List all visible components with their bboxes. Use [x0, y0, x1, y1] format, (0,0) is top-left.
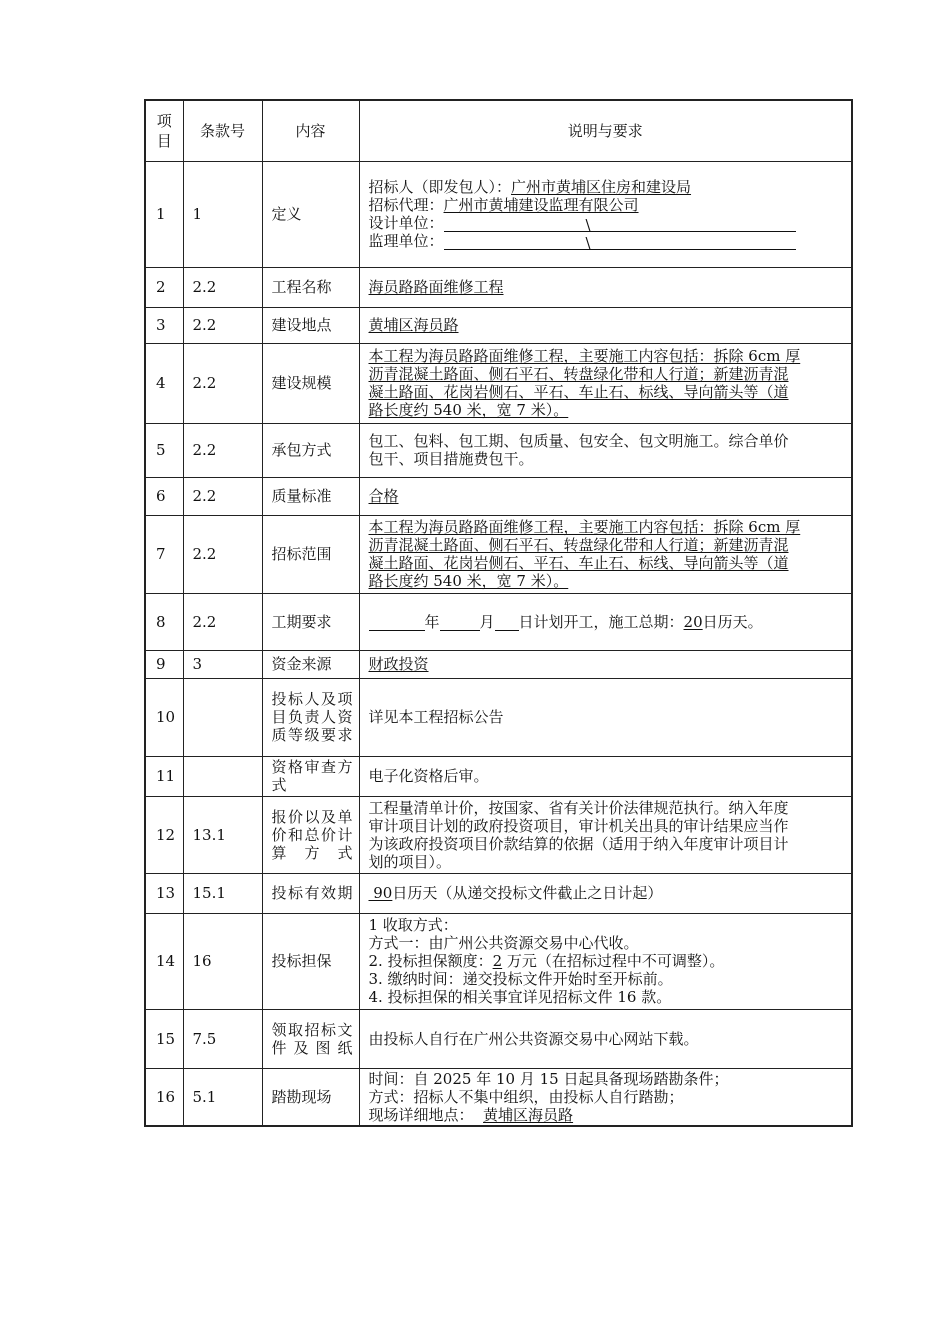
- funding-source: 财政投资: [368, 655, 429, 673]
- site-visit-line: 时间：自 2025 年 10 月 15 日起具备现场踏勘条件；: [368, 1069, 729, 1088]
- table-row: [145, 650, 852, 678]
- table-row: [145, 343, 852, 423]
- row-content: 投标有效期: [262, 873, 359, 913]
- row-content: 资金来源: [262, 650, 359, 678]
- row-item: 13: [145, 873, 183, 913]
- row-item: 12: [145, 796, 183, 873]
- row-item: 11: [145, 756, 183, 796]
- validity-days: 90: [368, 884, 393, 902]
- scope-line: 路长度约 540 米，宽 7 米）。: [368, 572, 569, 590]
- project-location: 黄埔区海员路: [368, 316, 459, 334]
- row-item: 9: [145, 650, 183, 678]
- row-item: 6: [145, 477, 183, 515]
- header-item: 项目: [145, 100, 183, 161]
- row-clause: 7.5: [183, 1009, 262, 1068]
- site-location-value: 黄埔区海员路: [483, 1105, 574, 1124]
- row-content: 建设地点: [262, 307, 359, 343]
- table-row: [145, 161, 852, 267]
- supervisor-value: \: [585, 234, 591, 252]
- row-description: [359, 796, 852, 873]
- row-content: 踏勘现场: [262, 1068, 359, 1126]
- row-clause: [183, 678, 262, 756]
- table-row: [145, 477, 852, 515]
- tender-info-table: [144, 99, 853, 1127]
- scope-line: 本工程为海员路路面维修工程，主要施工内容包括：拆除 6cm 厚: [368, 518, 801, 536]
- bond-amount-unit: 万元（在招标过程中不可调整）。: [502, 952, 725, 970]
- row-clause: 3: [183, 650, 262, 678]
- quality-standard: 合格: [368, 487, 399, 505]
- validity-text: 日历天（从递交投标文件截止之日计起）: [392, 884, 663, 902]
- table-row: [145, 913, 852, 1009]
- pricing-line: 审计项目计划的政府投资项目，审计机关出具的审计结果应当作: [368, 816, 789, 835]
- header-description: 说明与要求: [359, 100, 852, 161]
- row-description: 详见本工程招标公告: [359, 678, 852, 756]
- row-content: 质量标准: [262, 477, 359, 515]
- start-label: 日计划开工，施工总期：: [518, 612, 684, 631]
- row-description: [359, 161, 852, 267]
- row-content: 承包方式: [262, 423, 359, 477]
- row-item: 1: [145, 161, 183, 267]
- project-name: 海员路路面维修工程: [368, 278, 504, 296]
- contract-line: 包干、项目措施费包干。: [368, 450, 534, 468]
- row-clause: 2.2: [183, 477, 262, 515]
- row-clause: 1: [183, 161, 262, 267]
- supervisor-label: 监理单位：: [368, 232, 444, 250]
- site-location-label: 现场详细地点：: [368, 1105, 484, 1124]
- design-value: \: [585, 216, 591, 234]
- row-item: 3: [145, 307, 183, 343]
- table-row: [145, 593, 852, 650]
- row-item: 2: [145, 267, 183, 307]
- row-item: 15: [145, 1009, 183, 1068]
- row-item: 4: [145, 343, 183, 423]
- row-clause: 2.2: [183, 307, 262, 343]
- scope-line: 沥青混凝土路面、侧石平石、转盘绿化带和人行道；新建沥青混: [368, 536, 789, 554]
- table-row: [145, 515, 852, 593]
- bond-line: 4. 投标担保的相关事宜详见招标文件 16 款。: [368, 988, 672, 1006]
- scale-line: 沥青混凝土路面、侧石平石、转盘绿化带和人行道；新建沥青混: [368, 365, 789, 383]
- table-row: [145, 307, 852, 343]
- table-header-row: [145, 100, 852, 161]
- row-description: [359, 477, 852, 515]
- row-description: [359, 913, 852, 1009]
- header-clause: 条款号: [183, 100, 262, 161]
- row-content: 建设规模: [262, 343, 359, 423]
- row-clause: 13.1: [183, 796, 262, 873]
- table-row: [145, 1009, 852, 1068]
- site-visit-line: 方式：招标人不集中组织，由投标人自行踏勘；: [368, 1087, 684, 1106]
- row-content: 投标担保: [262, 913, 359, 1009]
- row-description: 电子化资格后审。: [359, 756, 852, 796]
- bond-line: 1 收取方式：: [368, 916, 458, 934]
- row-item: 16: [145, 1068, 183, 1126]
- year-label: 年: [424, 612, 440, 631]
- header-content: 内容: [262, 100, 359, 161]
- pricing-line: 工程量清单计价，按国家、省有关计价法律规范执行。纳入年度: [368, 798, 789, 817]
- row-clause: 2.2: [183, 515, 262, 593]
- row-description: [359, 267, 852, 307]
- row-description: [359, 650, 852, 678]
- table-row: [145, 873, 852, 913]
- row-item: 14: [145, 913, 183, 1009]
- row-item: 10: [145, 678, 183, 756]
- row-description: [359, 343, 852, 423]
- table-row: [145, 678, 852, 756]
- row-content: 领取招标文件及图纸: [262, 1009, 359, 1068]
- agent-value: 广州市黄埔建设监理有限公司: [443, 196, 639, 214]
- tenderer-label: 招标人（即发包人）：: [368, 178, 512, 196]
- row-item: 8: [145, 593, 183, 650]
- row-clause: 15.1: [183, 873, 262, 913]
- table-row: [145, 796, 852, 873]
- tenderer-value: 广州市黄埔区住房和建设局: [511, 178, 692, 196]
- row-content: 投标人及项目负责人资质等级要求: [262, 678, 359, 756]
- table-row: [145, 423, 852, 477]
- agent-label: 招标代理：: [368, 196, 444, 214]
- table-row: [145, 267, 852, 307]
- row-clause: 2.2: [183, 423, 262, 477]
- row-description: [359, 307, 852, 343]
- row-description: [359, 593, 852, 650]
- table-row: [145, 756, 852, 796]
- row-clause: 2.2: [183, 267, 262, 307]
- row-description: [359, 423, 852, 477]
- row-content: 报价以及单价和总价计算方式: [262, 796, 359, 873]
- row-content: 招标范围: [262, 515, 359, 593]
- month-label: 月: [479, 612, 495, 631]
- row-content: 资格审查方式: [262, 756, 359, 796]
- duration-unit: 日历天。: [702, 612, 763, 631]
- bond-amount: 2: [492, 952, 503, 970]
- contract-line: 包工、包料、包工期、包质量、包安全、包文明施工。综合单价: [368, 432, 789, 450]
- pricing-line: 为该政府投资项目价款结算的依据（适用于纳入年度审计项目计: [368, 834, 789, 853]
- row-description: 由投标人自行在广州公共资源交易中心网站下载。: [359, 1009, 852, 1068]
- scale-line: 路长度约 540 米，宽 7 米）。: [368, 401, 569, 419]
- row-clause: [183, 756, 262, 796]
- row-clause: 16: [183, 913, 262, 1009]
- row-clause: 5.1: [183, 1068, 262, 1126]
- row-description: [359, 515, 852, 593]
- row-clause: 2.2: [183, 343, 262, 423]
- row-item: 5: [145, 423, 183, 477]
- bond-line: 3. 缴纳时间：递交投标文件开始时至开标前。: [368, 970, 673, 988]
- row-content: 工期要求: [262, 593, 359, 650]
- row-content: 定义: [262, 161, 359, 267]
- table-row: [145, 1068, 852, 1126]
- scale-line: 本工程为海员路路面维修工程，主要施工内容包括：拆除 6cm 厚: [368, 347, 801, 365]
- row-item: 7: [145, 515, 183, 593]
- row-content: 工程名称: [262, 267, 359, 307]
- bond-amount-label: 2. 投标担保额度：: [368, 952, 493, 970]
- bond-line: 方式一：由广州公共资源交易中心代收。: [368, 934, 639, 952]
- duration-days: 20: [683, 612, 703, 631]
- scope-line: 凝土路面、花岗岩侧石、平石、车止石、标线、导向箭头等（道: [368, 554, 789, 572]
- row-description: [359, 873, 852, 913]
- pricing-line: 划的项目）。: [368, 852, 452, 871]
- row-clause: 2.2: [183, 593, 262, 650]
- row-description: [359, 1068, 852, 1126]
- scale-line: 凝土路面、花岗岩侧石、平石、车止石、标线、导向箭头等（道: [368, 383, 789, 401]
- design-label: 设计单位：: [368, 214, 444, 232]
